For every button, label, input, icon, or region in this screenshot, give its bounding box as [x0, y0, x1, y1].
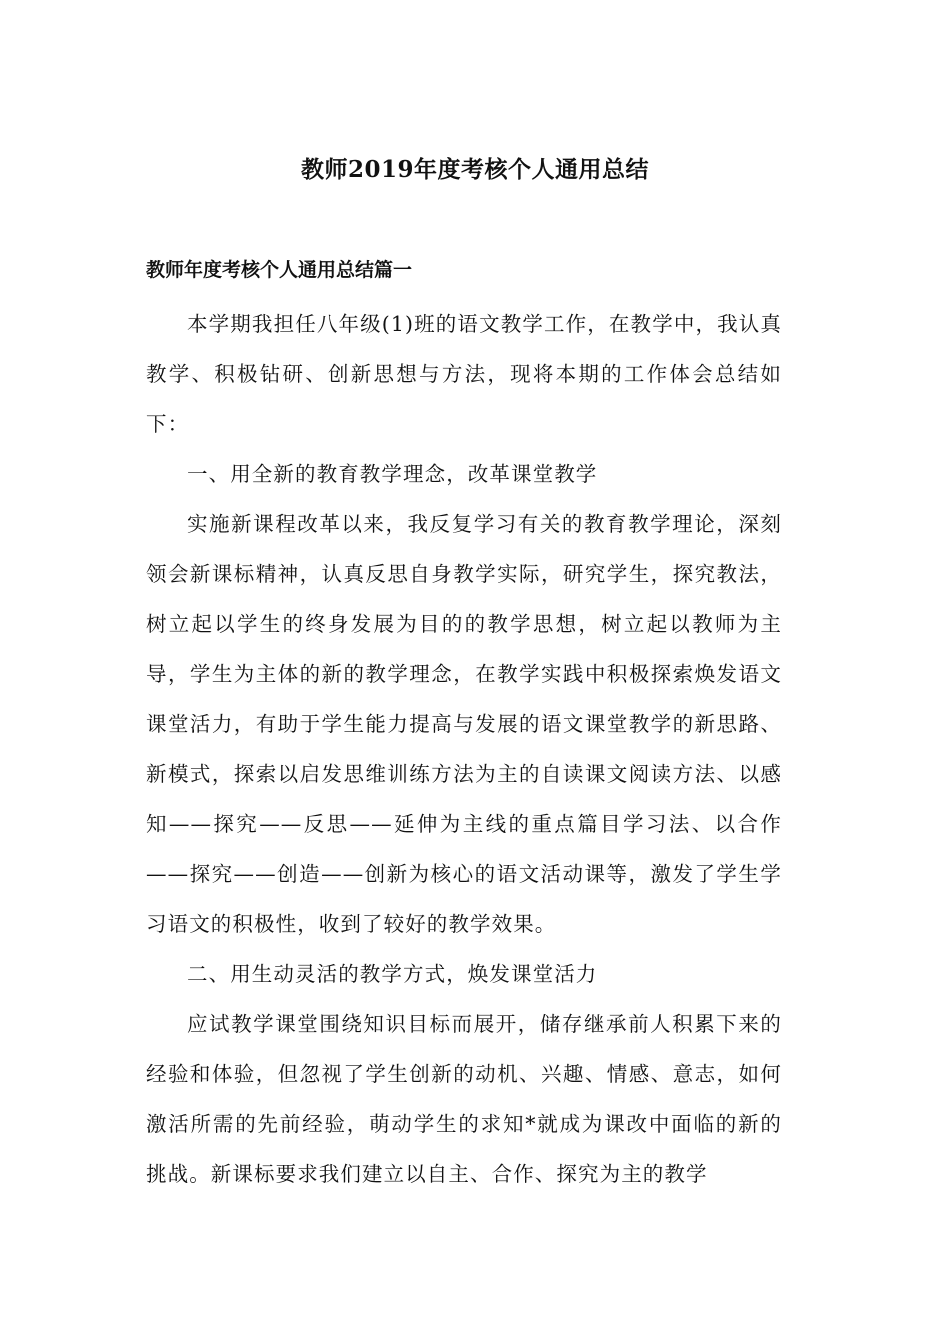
paragraph-body-1: 实施新课程改革以来，我反复学习有关的教育教学理论，深刻领会新课标精神，认真反思自身教学实际，研究学生，探究教法，树立起以学生的终身发展为目的的教学思想，树立起以教师为主导，学生为主体的新的教学理念，在教学实践中积极探索焕发语文课堂活力，有助于学生能力提高与发展的语文课堂教学的新思路、新模式，探索以启发思维训练方法为主的自读课文阅读方法、以感知——探究——反思——延伸为主线的重点篇目学习法、以合作——探究——创造——创新为核心的语文活动课等，激发了学生学习语文的积极性，收到了较好的教学效果。 — [146, 512, 782, 936]
paragraph-heading-1: 一、用全新的教育教学理念，改革课堂教学 — [187, 462, 598, 486]
document-body — [146, 299, 782, 1199]
paragraph-intro: 本学期我担任八年级(1)班的语文教学工作，在教学中，我认真教学、积极钻研、创新思想与方法，现将本期的工作体会总结如下： — [146, 312, 782, 436]
paragraph-body-2: 应试教学课堂围绕知识目标而展开，储存继承前人积累下来的经验和体验，但忽视了学生创新的动机、兴趣、情感、意志，如何激活所需的先前经验，萌动学生的求知*就成为课改中面临的新的挑战。新课标要求我们建立以自主、合作、探究为主的教学 — [146, 1012, 782, 1186]
document-title: 教师2019年度考核个人通用总结 — [300, 156, 649, 183]
section-heading: 教师年度考核个人通用总结篇一 — [146, 259, 413, 281]
paragraph-heading-2: 二、用生动灵活的教学方式，焕发课堂活力 — [187, 962, 598, 986]
